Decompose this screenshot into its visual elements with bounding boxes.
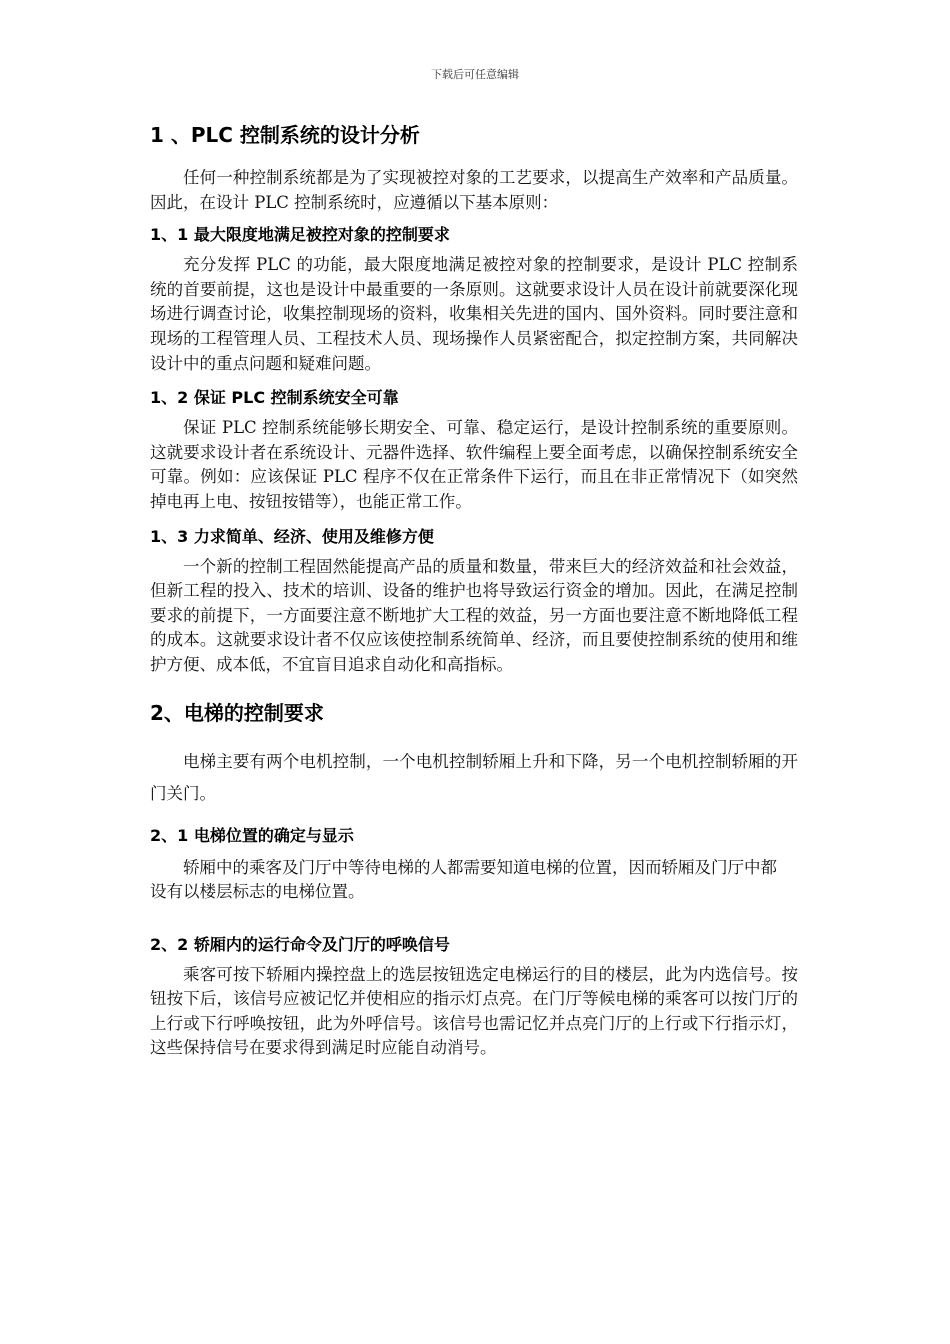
section-2-title: 2、电梯的控制要求 [150, 700, 324, 725]
section-2-1-body-a: 轿厢中的乘客及门厅中等待电梯的人都需要知道电梯的位置，因而轿厢及门厅中都 [183, 857, 777, 877]
section-1-1-body: 充分发挥 PLC 的功能，最大限度地满足被控对象的控制要求，是设计 PLC 控制系统的首要前提，这也是设计中最重要的一条原则。这就要求设计人员在设计前就要深化现场进行调查讨论，收集控制现场的资料，收集相关先进的国内、国外资料。同时要注意和现场的工程管理人员、工程技术人员、现场操作人员紧密配合，拟定控制方案，共同解决设计中的重点问题和疑难问题。 [150, 255, 798, 373]
section-2-intro: 电梯主要有两个电机控制，一个电机控制轿厢上升和下降，另一个电机控制轿厢的开门关门。 [150, 751, 798, 803]
section-1-3-body: 一个新的控制工程固然能提高产品的质量和数量，带来巨大的经济效益和社会效益，但新工程的投入、技术的培训、设备的维护也将导致运行资金的增加。因此，在满足控制要求的前提下，一方面要注意不断地扩大工程的效益，另一方面也要注意不断地降低工程的成本。这就要求设计者不仅应该使控制系统简单、经济，而且要使控制系统的使用和维护方便、成本低，不宜盲目追求自动化和高指标。 [150, 556, 798, 674]
section-1-2-title: 1、2 保证 PLC 控制系统安全可靠 [150, 388, 399, 408]
document-body [150, 118, 798, 1061]
section-1-3-title: 1、3 力求简单、经济、使用及维修方便 [150, 526, 434, 546]
header-note: 下载后可任意编辑 [431, 68, 519, 81]
section-2-2-title: 2、2 轿厢内的运行命令及门厅的呼唤信号 [150, 934, 450, 954]
section-1-2-body: 保证 PLC 控制系统能够长期安全、可靠、稳定运行，是设计控制系统的重要原则。这就要求设计者在系统设计、元器件选择、软件编程上要全面考虑，以确保控制系统安全可靠。例如：应该保证 PLC 程序不仅在正常条件下运行，而且在非正常情况下（如突然掉电再上电、按钮按错等），也能正常工作。 [150, 418, 798, 511]
section-2-1-body-b: 设有以楼层标志的电梯位置。 [150, 882, 365, 902]
section-1-1-title: 1、1 最大限度地满足被控对象的控制要求 [150, 225, 450, 245]
section-1-intro: 任何一种控制系统都是为了实现被控对象的工艺要求，以提高生产效率和产品质量。因此，在设计 PLC 控制系统时，应遵循以下基本原则： [150, 168, 798, 212]
section-1-title: 1 、PLC 控制系统的设计分析 [150, 123, 420, 147]
section-2-1-title: 2、1 电梯位置的确定与显示 [150, 825, 354, 845]
section-2-2-body: 乘客可按下轿厢内操控盘上的选层按钮选定电梯运行的目的楼层，此为内选信号。按钮按下后，该信号应被记忆并使相应的指示灯点亮。在门厅等候电梯的乘客可以按门厅的上行或下行呼唤按钮，此为外呼信号。该信号也需记忆并点亮门厅的上行或下行指示灯，这些保持信号在要求得到满足时应能自动消号。 [150, 964, 798, 1058]
